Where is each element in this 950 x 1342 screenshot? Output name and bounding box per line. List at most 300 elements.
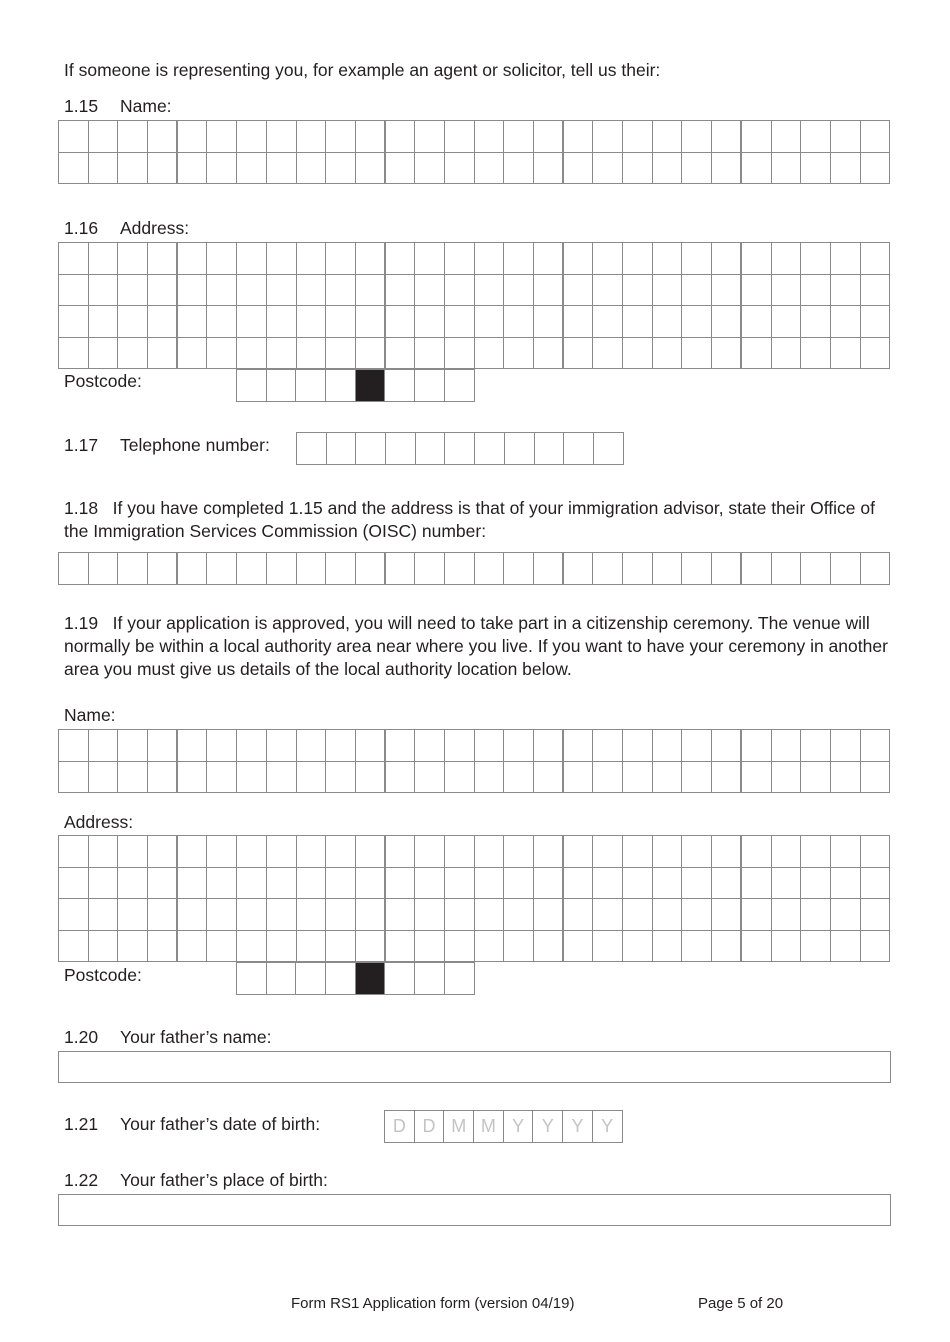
char-box[interactable]: [712, 121, 742, 153]
char-box[interactable]: [742, 121, 772, 153]
char-box[interactable]: [475, 762, 505, 794]
char-box[interactable]: [59, 553, 89, 585]
char-box[interactable]: [178, 338, 208, 370]
char-box[interactable]: [356, 433, 386, 465]
char-box[interactable]: [356, 338, 386, 370]
char-box[interactable]: [712, 243, 742, 275]
char-box[interactable]: [237, 306, 267, 338]
char-box[interactable]: [623, 243, 653, 275]
char-box[interactable]: [386, 275, 416, 307]
char-box[interactable]: [415, 963, 445, 995]
char-box[interactable]: [801, 306, 831, 338]
char-box[interactable]: [118, 730, 148, 762]
char-box[interactable]: [504, 836, 534, 868]
char-box[interactable]: [237, 370, 267, 402]
char-box[interactable]: [534, 275, 564, 307]
char-box[interactable]: [534, 243, 564, 275]
char-box[interactable]: [564, 868, 594, 900]
char-box[interactable]: [445, 275, 475, 307]
char-box[interactable]: [475, 868, 505, 900]
char-box[interactable]: [118, 243, 148, 275]
char-box[interactable]: [564, 243, 594, 275]
char-box[interactable]: [861, 121, 891, 153]
char-box[interactable]: [504, 931, 534, 963]
char-box[interactable]: [178, 868, 208, 900]
char-box[interactable]: [504, 275, 534, 307]
char-box[interactable]: [148, 762, 178, 794]
char-box[interactable]: [237, 275, 267, 307]
char-box[interactable]: [742, 338, 772, 370]
char-box[interactable]: [682, 899, 712, 931]
char-box[interactable]: [59, 153, 89, 185]
char-box[interactable]: [564, 433, 594, 465]
char-box[interactable]: [237, 963, 267, 995]
char-box[interactable]: [326, 243, 356, 275]
char-box[interactable]: [297, 762, 327, 794]
date-char-box[interactable]: Y: [533, 1111, 563, 1143]
char-box[interactable]: [386, 836, 416, 868]
char-box[interactable]: [475, 836, 505, 868]
char-box[interactable]: [89, 243, 119, 275]
char-box[interactable]: [89, 338, 119, 370]
char-box[interactable]: [772, 306, 802, 338]
char-box[interactable]: [118, 762, 148, 794]
char-box[interactable]: [742, 730, 772, 762]
char-box[interactable]: [326, 899, 356, 931]
char-box[interactable]: [682, 762, 712, 794]
char-box[interactable]: [118, 836, 148, 868]
char-box[interactable]: [564, 553, 594, 585]
char-box[interactable]: [267, 899, 297, 931]
char-box[interactable]: [297, 306, 327, 338]
char-box[interactable]: [593, 153, 623, 185]
char-box[interactable]: [682, 153, 712, 185]
q1-19-postcode-grid[interactable]: [236, 962, 475, 995]
char-box[interactable]: [653, 275, 683, 307]
char-box[interactable]: [237, 931, 267, 963]
char-box[interactable]: [415, 275, 445, 307]
char-box[interactable]: [326, 553, 356, 585]
char-box[interactable]: [326, 931, 356, 963]
char-box[interactable]: [356, 836, 386, 868]
char-box[interactable]: [356, 730, 386, 762]
char-box[interactable]: [594, 433, 624, 465]
char-box[interactable]: [118, 868, 148, 900]
char-box[interactable]: [831, 868, 861, 900]
char-box[interactable]: [148, 338, 178, 370]
char-box[interactable]: [356, 153, 386, 185]
char-box[interactable]: [118, 899, 148, 931]
char-box[interactable]: [267, 306, 297, 338]
char-box[interactable]: [504, 868, 534, 900]
char-box[interactable]: [564, 306, 594, 338]
char-box[interactable]: [59, 243, 89, 275]
char-box[interactable]: [386, 553, 416, 585]
char-box[interactable]: [445, 836, 475, 868]
char-box[interactable]: [297, 243, 327, 275]
char-box[interactable]: [59, 306, 89, 338]
char-box[interactable]: [772, 153, 802, 185]
char-box[interactable]: [534, 931, 564, 963]
char-box[interactable]: [535, 433, 565, 465]
char-box[interactable]: [475, 931, 505, 963]
char-box[interactable]: [297, 931, 327, 963]
char-box[interactable]: [59, 338, 89, 370]
char-box[interactable]: [801, 243, 831, 275]
char-box[interactable]: [415, 243, 445, 275]
char-box[interactable]: [801, 121, 831, 153]
char-box[interactable]: [207, 899, 237, 931]
char-box[interactable]: [89, 730, 119, 762]
date-char-box[interactable]: Y: [563, 1111, 593, 1143]
char-box[interactable]: [356, 275, 386, 307]
char-box[interactable]: [861, 306, 891, 338]
char-box[interactable]: [861, 553, 891, 585]
char-box[interactable]: [623, 868, 653, 900]
char-box[interactable]: [148, 243, 178, 275]
char-box[interactable]: [385, 370, 415, 402]
char-box[interactable]: [207, 836, 237, 868]
char-box[interactable]: [712, 931, 742, 963]
char-box[interactable]: [564, 338, 594, 370]
q1-19-address-grid[interactable]: [58, 835, 890, 962]
char-box[interactable]: [207, 762, 237, 794]
char-box[interactable]: [267, 370, 297, 402]
char-box[interactable]: [593, 306, 623, 338]
char-box[interactable]: [267, 931, 297, 963]
char-box[interactable]: [178, 836, 208, 868]
char-box[interactable]: [386, 243, 416, 275]
char-box[interactable]: [475, 899, 505, 931]
char-box[interactable]: [118, 153, 148, 185]
char-box[interactable]: [564, 730, 594, 762]
char-box[interactable]: [207, 868, 237, 900]
char-box[interactable]: [356, 762, 386, 794]
char-box[interactable]: [267, 963, 297, 995]
char-box[interactable]: [653, 730, 683, 762]
char-box[interactable]: [861, 836, 891, 868]
char-box[interactable]: [623, 275, 653, 307]
char-box[interactable]: [742, 836, 772, 868]
date-char-box[interactable]: M: [444, 1111, 474, 1143]
char-box[interactable]: [326, 836, 356, 868]
char-box[interactable]: [386, 121, 416, 153]
char-box[interactable]: [178, 153, 208, 185]
char-box[interactable]: [534, 553, 564, 585]
char-box[interactable]: [237, 836, 267, 868]
char-box[interactable]: [237, 868, 267, 900]
char-box[interactable]: [445, 370, 475, 402]
char-box[interactable]: [148, 730, 178, 762]
char-box[interactable]: [89, 931, 119, 963]
char-box[interactable]: [415, 553, 445, 585]
char-box[interactable]: [148, 306, 178, 338]
q1-21-dob-grid[interactable]: [384, 1110, 623, 1143]
char-box[interactable]: [475, 275, 505, 307]
char-box[interactable]: [237, 121, 267, 153]
char-box[interactable]: [445, 243, 475, 275]
char-box[interactable]: [297, 553, 327, 585]
char-box[interactable]: [415, 730, 445, 762]
char-box[interactable]: [297, 836, 327, 868]
char-box[interactable]: [861, 153, 891, 185]
char-box[interactable]: [682, 868, 712, 900]
char-box[interactable]: [861, 899, 891, 931]
char-box[interactable]: [534, 306, 564, 338]
char-box[interactable]: [178, 553, 208, 585]
date-char-box[interactable]: D: [385, 1111, 415, 1143]
char-box[interactable]: [386, 899, 416, 931]
char-box[interactable]: [415, 370, 445, 402]
char-box[interactable]: [623, 899, 653, 931]
char-box[interactable]: [356, 243, 386, 275]
char-box[interactable]: [178, 730, 208, 762]
char-box[interactable]: [386, 762, 416, 794]
char-box[interactable]: [623, 553, 653, 585]
char-box[interactable]: [356, 868, 386, 900]
char-box[interactable]: [653, 306, 683, 338]
char-box[interactable]: [267, 730, 297, 762]
char-box[interactable]: [386, 306, 416, 338]
char-box[interactable]: [445, 762, 475, 794]
char-box[interactable]: [297, 730, 327, 762]
char-box[interactable]: [59, 275, 89, 307]
char-box[interactable]: [326, 868, 356, 900]
date-char-box[interactable]: Y: [504, 1111, 534, 1143]
char-box[interactable]: [801, 275, 831, 307]
char-box[interactable]: [504, 153, 534, 185]
char-box[interactable]: [772, 553, 802, 585]
char-box[interactable]: [772, 338, 802, 370]
char-box[interactable]: [267, 243, 297, 275]
char-box[interactable]: [534, 730, 564, 762]
char-box[interactable]: [831, 243, 861, 275]
char-box[interactable]: [475, 243, 505, 275]
char-box[interactable]: [712, 338, 742, 370]
char-box[interactable]: [534, 338, 564, 370]
char-box[interactable]: [297, 121, 327, 153]
char-box[interactable]: [237, 899, 267, 931]
char-box[interactable]: [118, 553, 148, 585]
char-box[interactable]: [772, 243, 802, 275]
char-box[interactable]: [445, 121, 475, 153]
char-box[interactable]: [178, 762, 208, 794]
char-box[interactable]: [504, 338, 534, 370]
char-box[interactable]: [593, 553, 623, 585]
char-box[interactable]: [326, 730, 356, 762]
char-box[interactable]: [386, 433, 416, 465]
char-box[interactable]: [593, 762, 623, 794]
char-box[interactable]: [682, 243, 712, 275]
char-box[interactable]: [297, 153, 327, 185]
q1-17-telephone-grid[interactable]: [296, 432, 624, 465]
char-box[interactable]: [593, 931, 623, 963]
char-box[interactable]: [89, 899, 119, 931]
char-box[interactable]: [267, 275, 297, 307]
char-box[interactable]: [327, 433, 357, 465]
char-box[interactable]: [89, 306, 119, 338]
char-box[interactable]: [178, 899, 208, 931]
char-box[interactable]: [296, 370, 326, 402]
char-box[interactable]: [682, 931, 712, 963]
char-box[interactable]: [386, 153, 416, 185]
char-box[interactable]: [415, 338, 445, 370]
char-box[interactable]: [801, 762, 831, 794]
char-box[interactable]: [801, 730, 831, 762]
char-box[interactable]: [385, 963, 415, 995]
char-box[interactable]: [742, 899, 772, 931]
char-box[interactable]: [772, 899, 802, 931]
char-box[interactable]: [326, 306, 356, 338]
char-box[interactable]: [712, 553, 742, 585]
char-box[interactable]: [831, 836, 861, 868]
char-box[interactable]: [682, 121, 712, 153]
char-box[interactable]: [267, 338, 297, 370]
char-box[interactable]: [623, 730, 653, 762]
char-box[interactable]: [801, 338, 831, 370]
char-box[interactable]: [831, 931, 861, 963]
char-box[interactable]: [504, 121, 534, 153]
char-box[interactable]: [504, 730, 534, 762]
char-box[interactable]: [564, 836, 594, 868]
char-box[interactable]: [475, 306, 505, 338]
char-box[interactable]: [801, 899, 831, 931]
char-box[interactable]: [445, 931, 475, 963]
char-box[interactable]: [356, 121, 386, 153]
char-box[interactable]: [89, 762, 119, 794]
char-box[interactable]: [297, 275, 327, 307]
char-box[interactable]: [356, 553, 386, 585]
q1-15-name-grid[interactable]: [58, 120, 890, 184]
char-box[interactable]: [297, 338, 327, 370]
char-box[interactable]: [445, 153, 475, 185]
char-box[interactable]: [89, 868, 119, 900]
char-box[interactable]: [89, 553, 119, 585]
char-box[interactable]: [326, 121, 356, 153]
char-box[interactable]: [801, 931, 831, 963]
char-box[interactable]: [831, 121, 861, 153]
char-box[interactable]: [356, 899, 386, 931]
char-box[interactable]: [593, 338, 623, 370]
char-box[interactable]: [623, 762, 653, 794]
char-box[interactable]: [59, 931, 89, 963]
char-box[interactable]: [415, 836, 445, 868]
char-box[interactable]: [682, 836, 712, 868]
char-box[interactable]: [772, 931, 802, 963]
char-box[interactable]: [861, 868, 891, 900]
char-box[interactable]: [207, 306, 237, 338]
char-box[interactable]: [682, 338, 712, 370]
char-box[interactable]: [178, 931, 208, 963]
char-box[interactable]: [148, 868, 178, 900]
char-box[interactable]: [148, 275, 178, 307]
char-box[interactable]: [742, 306, 772, 338]
char-box[interactable]: [564, 899, 594, 931]
char-box[interactable]: [415, 931, 445, 963]
char-box[interactable]: [623, 338, 653, 370]
char-box[interactable]: [653, 553, 683, 585]
char-box[interactable]: [712, 275, 742, 307]
char-box[interactable]: [534, 121, 564, 153]
char-box[interactable]: [415, 868, 445, 900]
char-box[interactable]: [297, 868, 327, 900]
char-box[interactable]: [534, 153, 564, 185]
char-box[interactable]: [653, 762, 683, 794]
char-box[interactable]: [742, 153, 772, 185]
char-box[interactable]: [772, 275, 802, 307]
char-box[interactable]: [118, 121, 148, 153]
char-box[interactable]: [207, 121, 237, 153]
char-box[interactable]: [386, 868, 416, 900]
char-box[interactable]: [326, 338, 356, 370]
char-box[interactable]: [475, 153, 505, 185]
char-box[interactable]: [564, 153, 594, 185]
char-box[interactable]: [148, 121, 178, 153]
char-box[interactable]: [653, 931, 683, 963]
char-box[interactable]: [831, 153, 861, 185]
char-box[interactable]: [534, 836, 564, 868]
char-box[interactable]: [267, 762, 297, 794]
char-box[interactable]: [593, 899, 623, 931]
char-box[interactable]: [653, 899, 683, 931]
char-box[interactable]: [326, 762, 356, 794]
char-box[interactable]: [356, 931, 386, 963]
char-box[interactable]: [118, 931, 148, 963]
char-box[interactable]: [831, 306, 861, 338]
char-box[interactable]: [623, 306, 653, 338]
char-box[interactable]: [237, 243, 267, 275]
char-box[interactable]: [623, 153, 653, 185]
char-box[interactable]: [207, 243, 237, 275]
char-box[interactable]: [445, 730, 475, 762]
char-box[interactable]: [118, 306, 148, 338]
char-box[interactable]: [742, 553, 772, 585]
char-box[interactable]: [801, 868, 831, 900]
char-box[interactable]: [772, 836, 802, 868]
char-box[interactable]: [653, 868, 683, 900]
date-char-box[interactable]: D: [415, 1111, 445, 1143]
char-box[interactable]: [712, 762, 742, 794]
char-box[interactable]: [237, 153, 267, 185]
char-box[interactable]: [475, 338, 505, 370]
char-box[interactable]: [831, 899, 861, 931]
char-box[interactable]: [504, 553, 534, 585]
char-box[interactable]: [623, 121, 653, 153]
char-box[interactable]: [801, 153, 831, 185]
char-box[interactable]: [831, 553, 861, 585]
char-box[interactable]: [564, 931, 594, 963]
char-box[interactable]: [861, 243, 891, 275]
date-char-box[interactable]: Y: [593, 1111, 623, 1143]
char-box[interactable]: [148, 899, 178, 931]
char-box[interactable]: [475, 121, 505, 153]
char-box[interactable]: [534, 868, 564, 900]
char-box[interactable]: [861, 762, 891, 794]
char-box[interactable]: [415, 762, 445, 794]
char-box[interactable]: [297, 433, 327, 465]
char-box[interactable]: [564, 762, 594, 794]
q1-16-postcode-grid[interactable]: [236, 369, 475, 402]
char-box[interactable]: [653, 153, 683, 185]
char-box[interactable]: [148, 836, 178, 868]
char-box[interactable]: [326, 963, 356, 995]
char-box[interactable]: [148, 553, 178, 585]
char-box[interactable]: [534, 899, 564, 931]
char-box[interactable]: [237, 553, 267, 585]
char-box[interactable]: [653, 121, 683, 153]
char-box[interactable]: [712, 868, 742, 900]
char-box[interactable]: [237, 762, 267, 794]
